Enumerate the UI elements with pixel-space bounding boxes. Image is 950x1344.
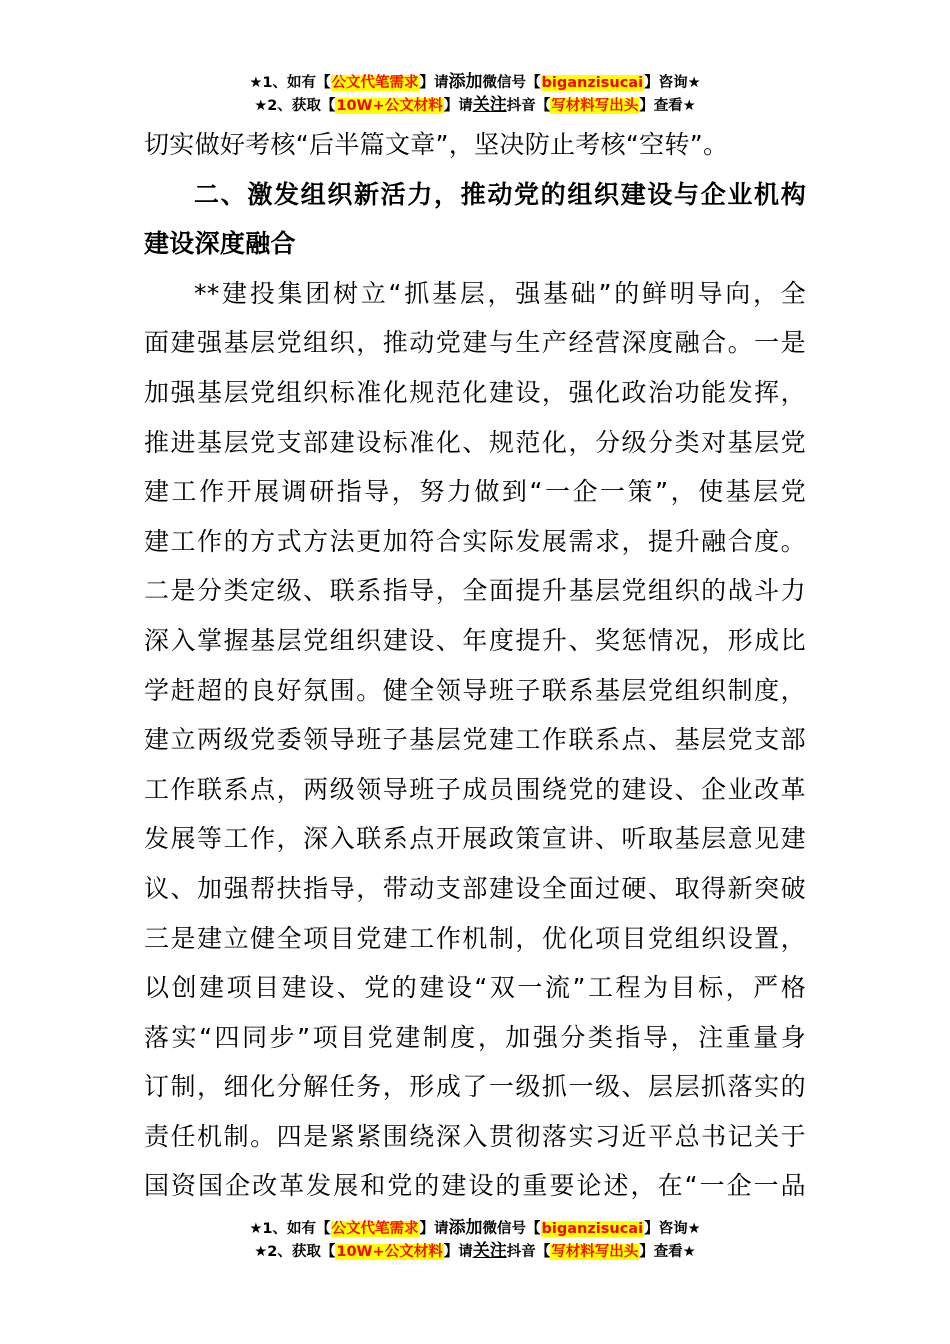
paragraph-line: 订制，细化分解任务，形成了一级抓一级、层层抓落实的 xyxy=(144,1072,806,1102)
paragraph-line: 建工作开展调研指导，努力做到“一企一策”，使基层党 xyxy=(144,477,806,507)
promo-douyin-id: 写材料写出头 xyxy=(551,98,639,114)
promo-emphasis: 添加 xyxy=(448,1218,483,1238)
paragraph-line: 二是分类定级、联系指导，全面提升基层党组织的战斗力 xyxy=(144,576,806,606)
promo-text: 抖音【 xyxy=(506,98,551,114)
promo-text: ★2、获取【 xyxy=(254,1244,336,1260)
paragraph-line: 学赶超的良好氛围。健全领导班子联系基层党组织制度， xyxy=(144,675,806,705)
promo-text: 】查看★ xyxy=(639,1244,696,1260)
promo-line-2 xyxy=(0,1240,950,1263)
promo-text: 】请 xyxy=(443,98,473,114)
section-heading: 二、激发组织新活力，推动党的组织建设与企业机构 xyxy=(194,179,806,209)
promo-emphasis: 添加 xyxy=(448,72,483,92)
section-heading-continued: 建设深度融合 xyxy=(144,229,296,259)
promo-emphasis: 关注 xyxy=(472,95,507,115)
promo-text: 】咨询★ xyxy=(644,75,701,91)
paragraph-line: 切实做好考核“后半篇文章”，坚决防止考核“空转”。 xyxy=(144,130,729,159)
promo-text: 】咨询★ xyxy=(644,1221,701,1237)
promo-douyin-id: 写材料写出头 xyxy=(551,1244,639,1260)
paragraph-line: 责任机制。四是紧紧围绕深入贯彻落实习近平总书记关于 xyxy=(144,1121,806,1151)
promo-text: 微信号【 xyxy=(482,1221,541,1237)
paragraph-line: **建投集团树立“抓基层，强基础”的鲜明导向，全 xyxy=(194,278,806,308)
paragraph-line: 工作联系点，两级领导班子成员围绕党的建设、企业改革 xyxy=(144,774,806,804)
promo-text: 】查看★ xyxy=(639,98,696,114)
promo-line-1 xyxy=(0,71,950,94)
promo-banner-top xyxy=(0,71,950,117)
promo-text: 】请 xyxy=(419,75,449,91)
paragraph-line: 面建强基层党组织，推动党建与生产经营深度融合。一是 xyxy=(144,328,806,358)
promo-text: 】请 xyxy=(419,1221,449,1237)
paragraph-line: 三是建立健全项目党建工作机制，优化项目党组织设置， xyxy=(144,923,806,953)
promo-line-1 xyxy=(0,1217,950,1240)
promo-text: ★1、如有【 xyxy=(249,75,331,91)
document-body xyxy=(144,120,806,1211)
promo-wechat-id: biganzisucai xyxy=(541,75,644,91)
promo-banner-bottom xyxy=(0,1217,950,1263)
promo-text: 抖音【 xyxy=(506,1244,551,1260)
paragraph-line: 建工作的方式方法更加符合实际发展需求，提升融合度。 xyxy=(144,526,806,556)
promo-highlight: 公文代笔需求 xyxy=(331,1221,419,1237)
paragraph-line: 推进基层党支部建设标准化、规范化，分级分类对基层党 xyxy=(144,427,806,457)
promo-emphasis: 关注 xyxy=(472,1241,507,1261)
paragraph-line: 以创建项目建设、党的建设“双一流”工程为目标，严格 xyxy=(144,973,806,1003)
promo-text: ★2、获取【 xyxy=(254,98,336,114)
paragraph-line: 落实“四同步”项目党建制度，加强分类指导，注重量身 xyxy=(144,1022,806,1052)
paragraph-line: 深入掌握基层党组织建设、年度提升、奖惩情况，形成比 xyxy=(144,625,806,655)
promo-text: 】请 xyxy=(443,1244,473,1260)
paragraph-line: 建立两级党委领导班子基层党建工作联系点、基层党支部 xyxy=(144,725,806,755)
promo-line-2 xyxy=(0,94,950,117)
promo-text: ★1、如有【 xyxy=(249,1221,331,1237)
paragraph-line: 议、加强帮扶指导，带动支部建设全面过硬、取得新突破 xyxy=(144,873,806,903)
promo-wechat-id: biganzisucai xyxy=(541,1221,644,1237)
promo-text: 微信号【 xyxy=(482,75,541,91)
paragraph-line: 发展等工作，深入联系点开展政策宣讲、听取基层意见建 xyxy=(144,824,806,854)
promo-highlight: 公文代笔需求 xyxy=(331,75,419,91)
promo-highlight: 10W+公文材料 xyxy=(336,1244,443,1260)
promo-highlight: 10W+公文材料 xyxy=(336,98,443,114)
paragraph-line: 国资国企改革发展和党的建设的重要论述，在“一企一品 xyxy=(144,1171,806,1201)
paragraph-line: 加强基层党组织标准化规范化建设，强化政治功能发挥， xyxy=(144,377,806,407)
